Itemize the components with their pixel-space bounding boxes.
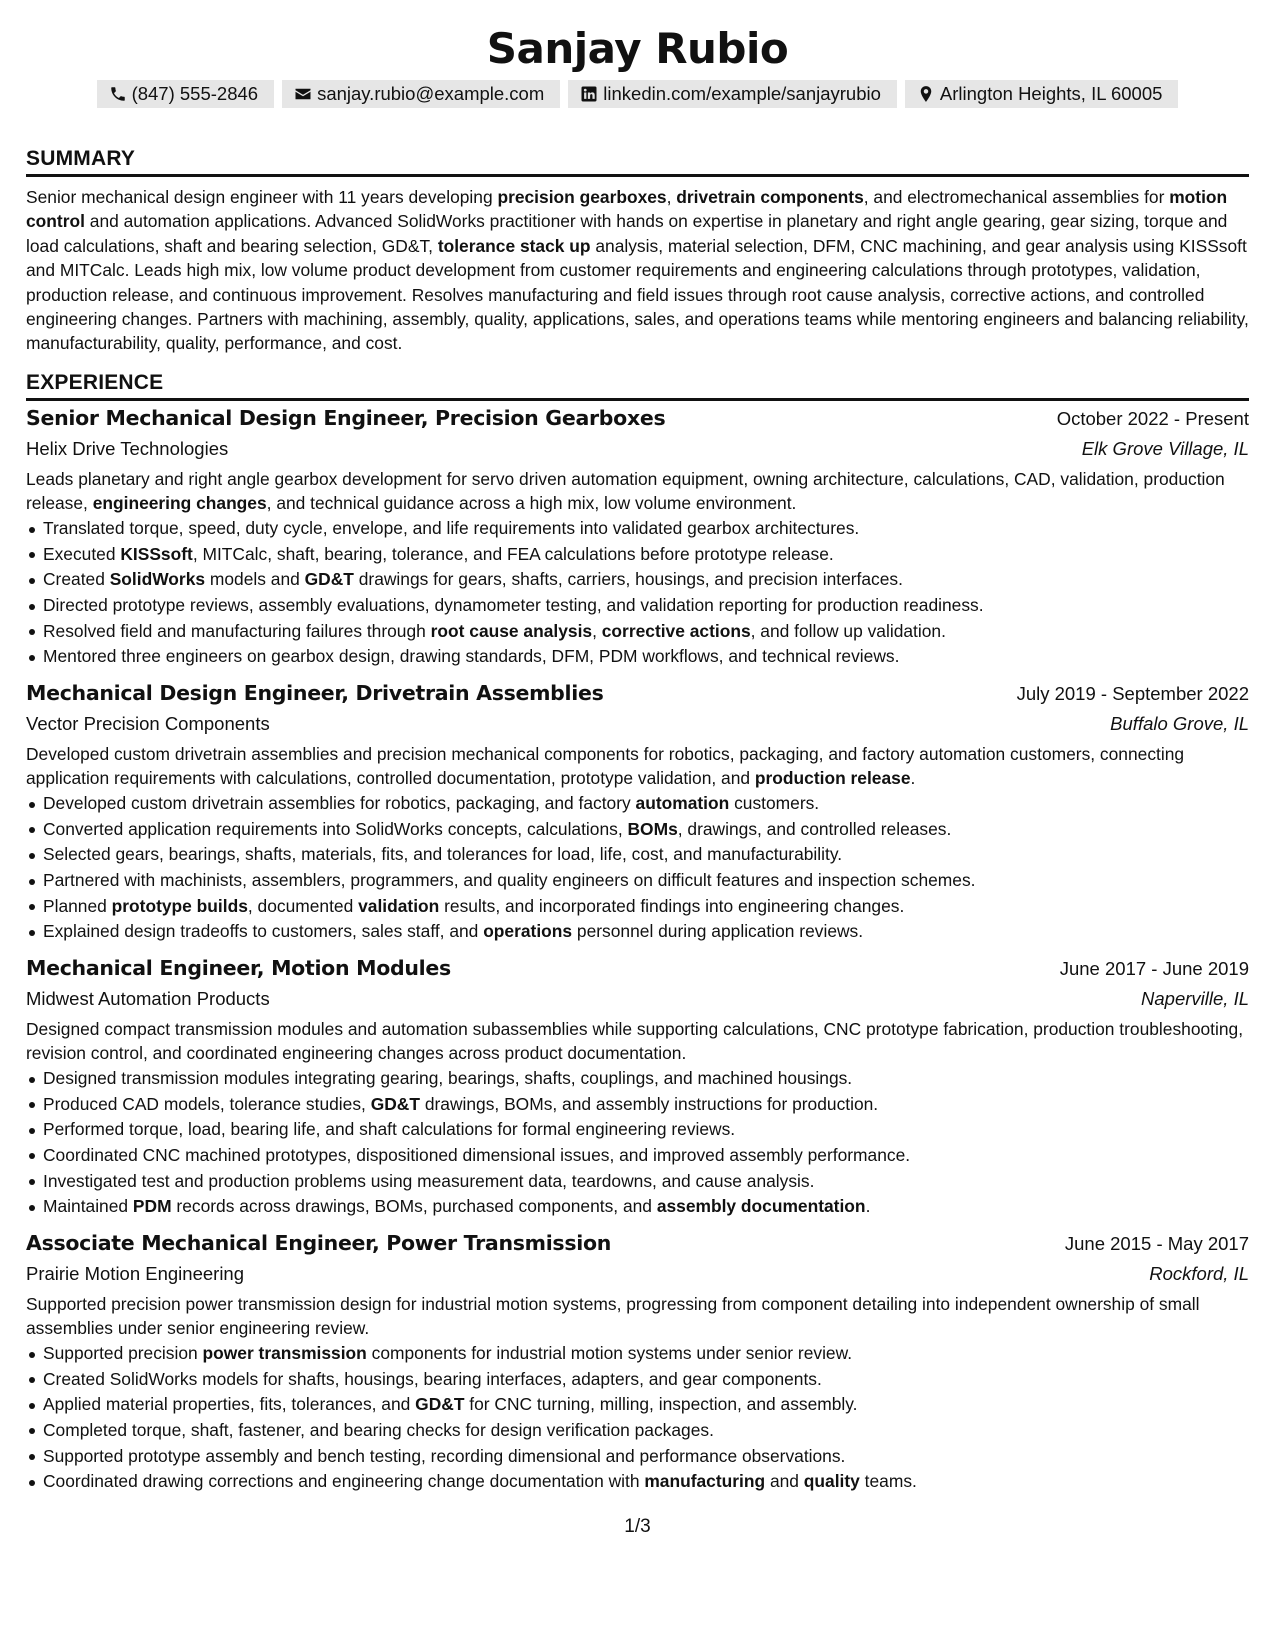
bullet-item: Created SolidWorks models for shafts, housings, bearing interfaces, adapters, and gear components. bbox=[26, 1367, 1249, 1393]
job-bullets bbox=[26, 791, 1249, 945]
job-dates: July 2019 - September 2022 bbox=[1016, 682, 1249, 704]
job-bullets bbox=[26, 1066, 1249, 1220]
experience-heading: EXPERIENCE bbox=[26, 370, 1249, 401]
job-company: Helix Drive Technologies bbox=[26, 437, 229, 459]
job-title: Senior Mechanical Design Engineer, Precision Gearboxes bbox=[26, 405, 666, 430]
bullet-item: Produced CAD models, tolerance studies, GD&T drawings, BOMs, and assembly instructions for production. bbox=[26, 1092, 1249, 1118]
job-description: Designed compact transmission modules and automation subassemblies while supporting calculations, CNC prototype fabrication, production troubleshooting, revision control, and coordinated engineering changes across product documentation. bbox=[26, 1018, 1244, 1063]
bullet-item: Investigated test and production problems using measurement data, teardowns, and cause analysis. bbox=[26, 1169, 1249, 1195]
job-header bbox=[26, 403, 1249, 434]
job-description: Supported precision power transmission design for industrial motion systems, progressing from component detailing into independent ownership of small assemblies under senior engineering review. bbox=[26, 1293, 1200, 1338]
contact-text: sanjay.rubio@example.com bbox=[317, 83, 545, 104]
job-header bbox=[26, 678, 1249, 709]
bullet-item: Selected gears, bearings, shafts, materials, fits, and tolerances for load, life, cost, and manufacturability. bbox=[26, 842, 1249, 868]
job-location: Buffalo Grove, IL bbox=[1110, 712, 1249, 734]
bullet-item: Directed prototype reviews, assembly evaluations, dynamometer testing, and validation reporting for production readiness. bbox=[26, 593, 1249, 619]
linkedin-icon bbox=[580, 85, 598, 103]
job-company: Prairie Motion Engineering bbox=[26, 1262, 245, 1284]
envelope-icon bbox=[294, 85, 312, 103]
job-dates: June 2015 - May 2017 bbox=[1064, 1232, 1249, 1254]
job-entry bbox=[26, 953, 1249, 1220]
job-title: Mechanical Engineer, Motion Modules bbox=[26, 955, 451, 980]
bullet-item: Explained design tradeoffs to customers, sales staff, and operations personnel during application reviews. bbox=[26, 919, 1249, 945]
contact-email[interactable] bbox=[282, 80, 560, 108]
bullet-item: Executed KISSsoft, MITCalc, shaft, bearing, tolerance, and FEA calculations before prototype release. bbox=[26, 542, 1249, 568]
job-entry bbox=[26, 678, 1249, 945]
bullet-item: Applied material properties, fits, tolerances, and GD&T for CNC turning, milling, inspection, and assembly. bbox=[26, 1392, 1249, 1418]
bullet-item: Mentored three engineers on gearbox design, drawing standards, DFM, PDM workflows, and technical reviews. bbox=[26, 644, 1249, 670]
job-dates: June 2017 - June 2019 bbox=[1059, 957, 1249, 979]
contact-text: Arlington Heights, IL 60005 bbox=[939, 83, 1163, 104]
summary-text: Senior mechanical design engineer with 11 years developing precision gearboxes, drivetrain components, and electromechanical assemblies for motion control and automation applications. Advanced SolidWorks practitioner with hands on expertise in planetary and right angle gearing, gear sizing, torque and load calculations, shaft and bearing selection, GD&T, tolerance stack up analysis, material selection, DFM, CNC machining, and gear analysis using KISSsoft and MITCalc. Leads high mix, low volume product development from customer requirements and engineering calculations through prototypes, validation, production release, and continuous improvement. Resolves manufacturing and field issues through root cause analysis, corrective actions, and controlled engineering changes. Partners with machining, assembly, quality, applications, sales, and operations teams while mentoring engineers and balancing reliability, manufacturability, quality, performance, and cost. bbox=[26, 187, 1249, 354]
bullet-item: Supported prototype assembly and bench testing, recording dimensional and performance observations. bbox=[26, 1444, 1249, 1470]
bullet-item: Translated torque, speed, duty cycle, envelope, and life requirements into validated gearbox architectures. bbox=[26, 516, 1249, 542]
bullet-item: Converted application requirements into SolidWorks concepts, calculations, BOMs, drawings, and controlled releases. bbox=[26, 817, 1249, 843]
contact-text: linkedin.com/example/sanjayrubio bbox=[603, 83, 881, 104]
job-dates: October 2022 - Present bbox=[1056, 407, 1249, 429]
candidate-name: Sanjay Rubio bbox=[486, 24, 789, 73]
contact-text: (847) 555-2846 bbox=[131, 83, 259, 104]
experience-list bbox=[26, 403, 1249, 1495]
job-subheader bbox=[26, 434, 1249, 464]
job-entry bbox=[26, 1228, 1249, 1495]
page-number: 1/3 bbox=[624, 1516, 651, 1537]
contact-bar bbox=[26, 80, 1249, 108]
bullet-item: Maintained PDM records across drawings, BOMs, purchased components, and assembly documentation. bbox=[26, 1194, 1249, 1220]
job-bullets bbox=[26, 516, 1249, 670]
job-company: Vector Precision Components bbox=[26, 712, 270, 734]
job-entry bbox=[26, 403, 1249, 670]
job-subheader bbox=[26, 984, 1249, 1014]
job-location: Elk Grove Village, IL bbox=[1081, 437, 1249, 459]
job-description: Developed custom drivetrain assemblies and precision mechanical components for robotics, packaging, and factory automation customers, connecting application requirements with calculations, controlled documentation, prototype validation, and production release. bbox=[26, 743, 1185, 789]
job-title: Mechanical Design Engineer, Drivetrain Assemblies bbox=[26, 680, 604, 705]
job-location: Rockford, IL bbox=[1149, 1262, 1249, 1284]
bullet-item: Developed custom drivetrain assemblies for robotics, packaging, and factory automation customers. bbox=[26, 791, 1249, 817]
bullet-item: Planned prototype builds, documented validation results, and incorporated findings into engineering changes. bbox=[26, 894, 1249, 920]
map-marker-icon bbox=[917, 85, 935, 103]
job-location: Naperville, IL bbox=[1141, 987, 1249, 1009]
job-description: Leads planetary and right angle gearbox development for servo driven automation equipment, owning architecture, calculations, CAD, validation, production release, engineering changes, and technical guidance across a high mix, low volume environment. bbox=[26, 468, 1225, 514]
job-bullets bbox=[26, 1341, 1249, 1495]
job-subheader bbox=[26, 709, 1249, 739]
bullet-item: Performed torque, load, bearing life, and shaft calculations for formal engineering reviews. bbox=[26, 1117, 1249, 1143]
bullet-item: Created SolidWorks models and GD&T drawings for gears, shafts, carriers, housings, and precision interfaces. bbox=[26, 567, 1249, 593]
bullet-item: Coordinated drawing corrections and engineering change documentation with manufacturing and quality teams. bbox=[26, 1469, 1249, 1495]
bullet-item: Coordinated CNC machined prototypes, dispositioned dimensional issues, and improved assembly performance. bbox=[26, 1143, 1249, 1169]
phone-icon bbox=[109, 85, 127, 103]
summary-heading: SUMMARY bbox=[26, 146, 1249, 177]
job-header bbox=[26, 953, 1249, 984]
bullet-item: Supported precision power transmission components for industrial motion systems under senior review. bbox=[26, 1341, 1249, 1367]
contact-location[interactable] bbox=[905, 80, 1179, 108]
contact-phone[interactable] bbox=[97, 80, 275, 108]
job-title: Associate Mechanical Engineer, Power Transmission bbox=[26, 1230, 612, 1255]
bullet-item: Designed transmission modules integrating gearing, bearings, shafts, couplings, and machined housings. bbox=[26, 1066, 1249, 1092]
job-header bbox=[26, 1228, 1249, 1259]
resume-page bbox=[26, 0, 1249, 1495]
bullet-item: Resolved field and manufacturing failures through root cause analysis, corrective actions, and follow up validation. bbox=[26, 619, 1249, 645]
bullet-item: Partnered with machinists, assemblers, programmers, and quality engineers on difficult features and inspection schemes. bbox=[26, 868, 1249, 894]
contact-linkedin[interactable] bbox=[568, 80, 897, 108]
job-company: Midwest Automation Products bbox=[26, 987, 270, 1009]
job-subheader bbox=[26, 1259, 1249, 1289]
bullet-item: Completed torque, shaft, fastener, and bearing checks for design verification packages. bbox=[26, 1418, 1249, 1444]
